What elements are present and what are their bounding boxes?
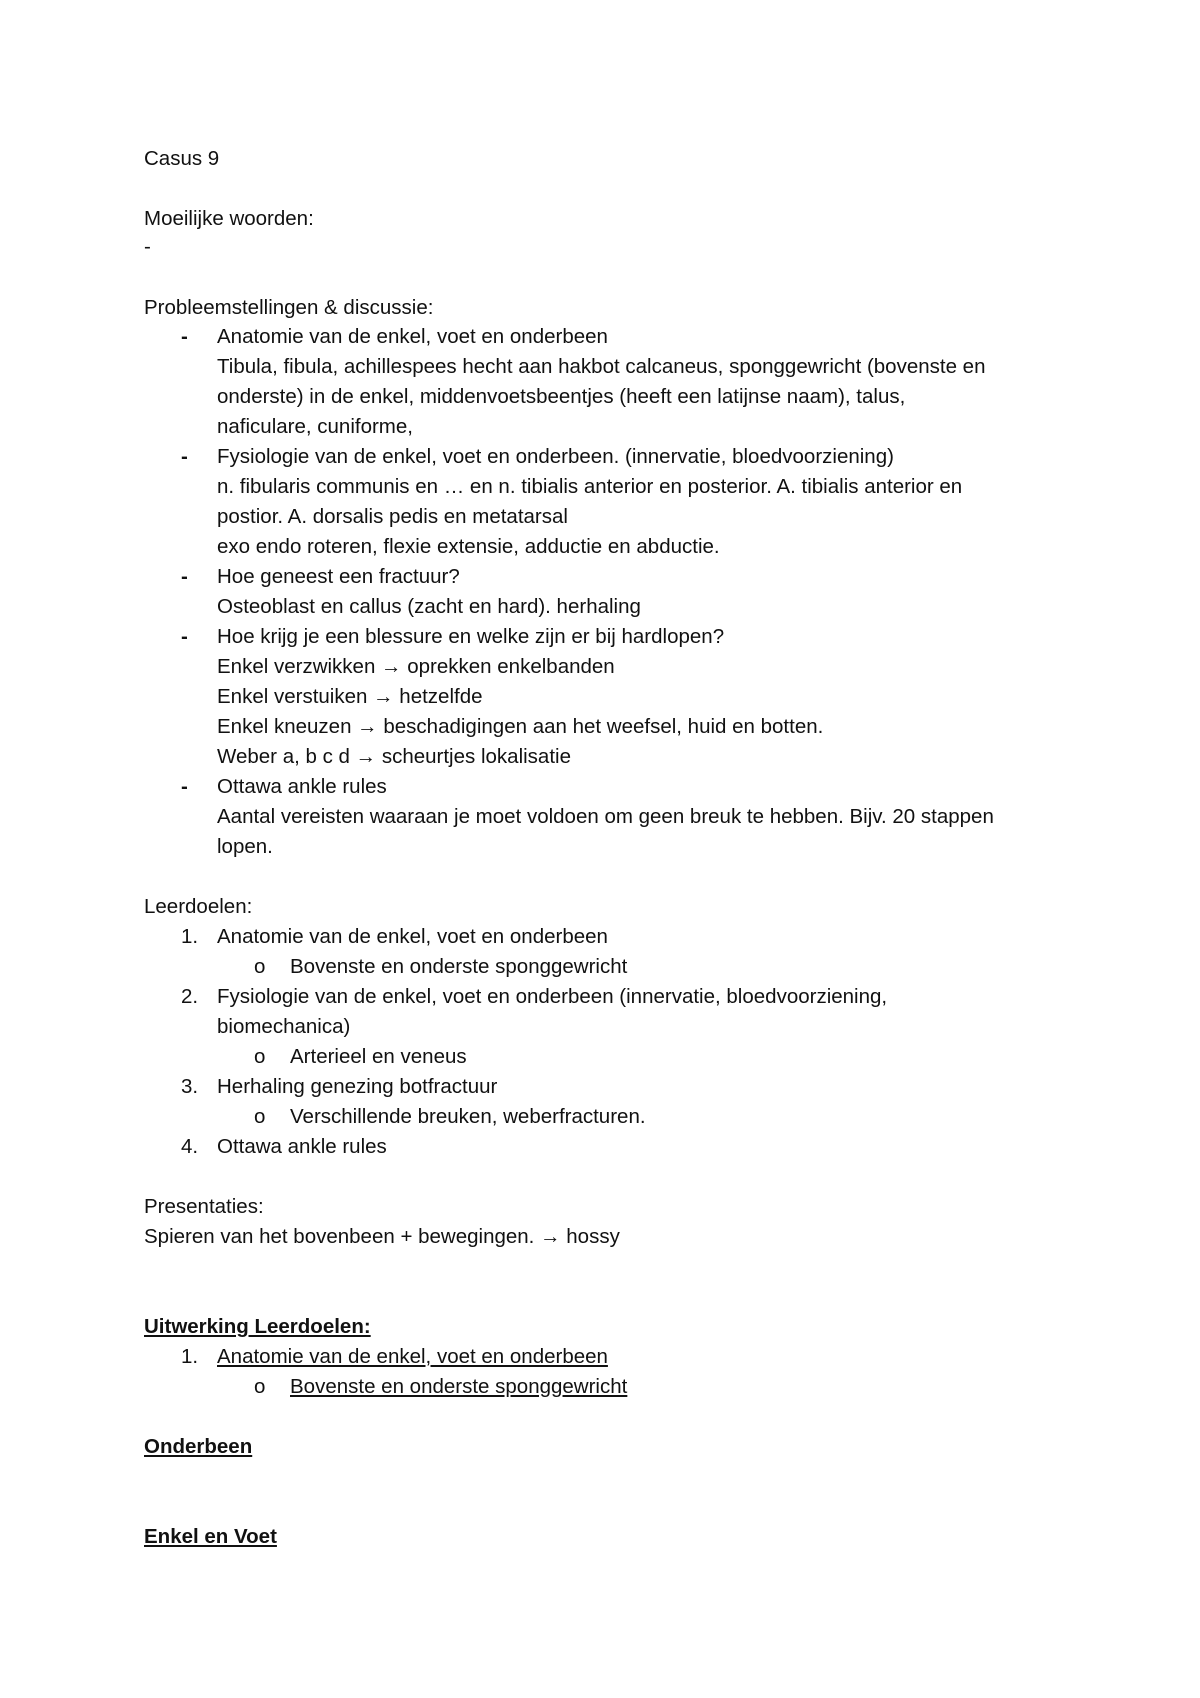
list-number: 1. xyxy=(181,1345,199,1368)
problem-item-text: exo endo roteren, flexie extensie, adductie en abductie. xyxy=(217,535,720,558)
problem-item-text: onderste) in de enkel, middenvoetsbeentjes (heeft een latijnse naam), talus, xyxy=(217,385,906,408)
leerdoel-item: Fysiologie van de enkel, voet en onderbeen (innervatie, bloedvoorziening, xyxy=(217,985,888,1008)
circle-bullet: o xyxy=(254,1375,266,1398)
bullet-dash: - xyxy=(181,625,188,648)
leerdoelen-heading: Leerdoelen: xyxy=(144,895,253,918)
problem-item-title: Ottawa ankle rules xyxy=(217,775,387,798)
list-number: 3. xyxy=(181,1075,199,1098)
bullet-dash: - xyxy=(181,445,188,468)
list-number: 2. xyxy=(181,985,199,1008)
problem-item-text: Enkel kneuzen → beschadigingen aan het weefsel, huid en botten. xyxy=(217,715,824,738)
problem-item-title: Fysiologie van de enkel, voet en onderbeen. (innervatie, bloedvoorziening) xyxy=(217,445,894,468)
problem-item-title: Hoe krijg je een blessure en welke zijn er bij hardlopen? xyxy=(217,625,725,648)
leerdoel-item: Herhaling genezing botfractuur xyxy=(217,1075,498,1098)
problem-item-text: Osteoblast en callus (zacht en hard). herhaling xyxy=(217,595,641,618)
leerdoel-subitem: Verschillende breuken, weberfracturen. xyxy=(290,1105,646,1128)
problem-item-text: Weber a, b c d → scheurtjes lokalisatie xyxy=(217,745,571,768)
bullet-dash: - xyxy=(181,775,188,798)
leerdoel-item: Ottawa ankle rules xyxy=(217,1135,387,1158)
onderbeen-heading: Onderbeen xyxy=(144,1435,253,1458)
problem-item-text: n. fibularis communis en … en n. tibialis anterior en posterior. A. tibialis anterior en xyxy=(217,475,963,498)
document-title: Casus 9 xyxy=(144,147,220,170)
presentaties-line: Spieren van het bovenbeen + bewegingen. → hossy xyxy=(144,1225,620,1248)
circle-bullet: o xyxy=(254,1045,266,1068)
problem-item-text: Enkel verzwikken → oprekken enkelbanden xyxy=(217,655,615,678)
problem-item-text: lopen. xyxy=(217,835,273,858)
problem-item-title: Hoe geneest een fractuur? xyxy=(217,565,460,588)
presentaties-heading: Presentaties: xyxy=(144,1195,264,1218)
problem-item-text: Aantal vereisten waaraan je moet voldoen om geen breuk te hebben. Bijv. 20 stappen xyxy=(217,805,994,828)
problem-item-title: Anatomie van de enkel, voet en onderbeen xyxy=(217,325,608,348)
uitwerking-subitem: Bovenste en onderste sponggewricht xyxy=(290,1375,628,1398)
enkel-voet-heading: Enkel en Voet xyxy=(144,1525,277,1548)
leerdoel-item: Anatomie van de enkel, voet en onderbeen xyxy=(217,925,608,948)
moeilijke-woorden-item: - xyxy=(144,235,151,258)
list-number: 1. xyxy=(181,925,199,948)
problem-item-text: naficulare, cuniforme, xyxy=(217,415,413,438)
leerdoel-subitem: Arterieel en veneus xyxy=(290,1045,467,1068)
probleemstellingen-heading: Probleemstellingen & discussie: xyxy=(144,296,434,319)
bullet-dash: - xyxy=(181,565,188,588)
uitwerking-item: Anatomie van de enkel, voet en onderbeen xyxy=(217,1345,608,1368)
bullet-dash: - xyxy=(181,325,188,348)
leerdoel-subitem: Bovenste en onderste sponggewricht xyxy=(290,955,628,978)
uitwerking-heading: Uitwerking Leerdoelen: xyxy=(144,1315,371,1338)
circle-bullet: o xyxy=(254,1105,266,1128)
list-number: 4. xyxy=(181,1135,199,1158)
problem-item-text: Enkel verstuiken → hetzelfde xyxy=(217,685,483,708)
problem-item-text: Tibula, fibula, achillespees hecht aan hakbot calcaneus, sponggewricht (bovenste en xyxy=(217,355,986,378)
problem-item-text: postior. A. dorsalis pedis en metatarsal xyxy=(217,505,568,528)
leerdoel-item: biomechanica) xyxy=(217,1015,351,1038)
circle-bullet: o xyxy=(254,955,266,978)
moeilijke-woorden-heading: Moeilijke woorden: xyxy=(144,207,314,230)
